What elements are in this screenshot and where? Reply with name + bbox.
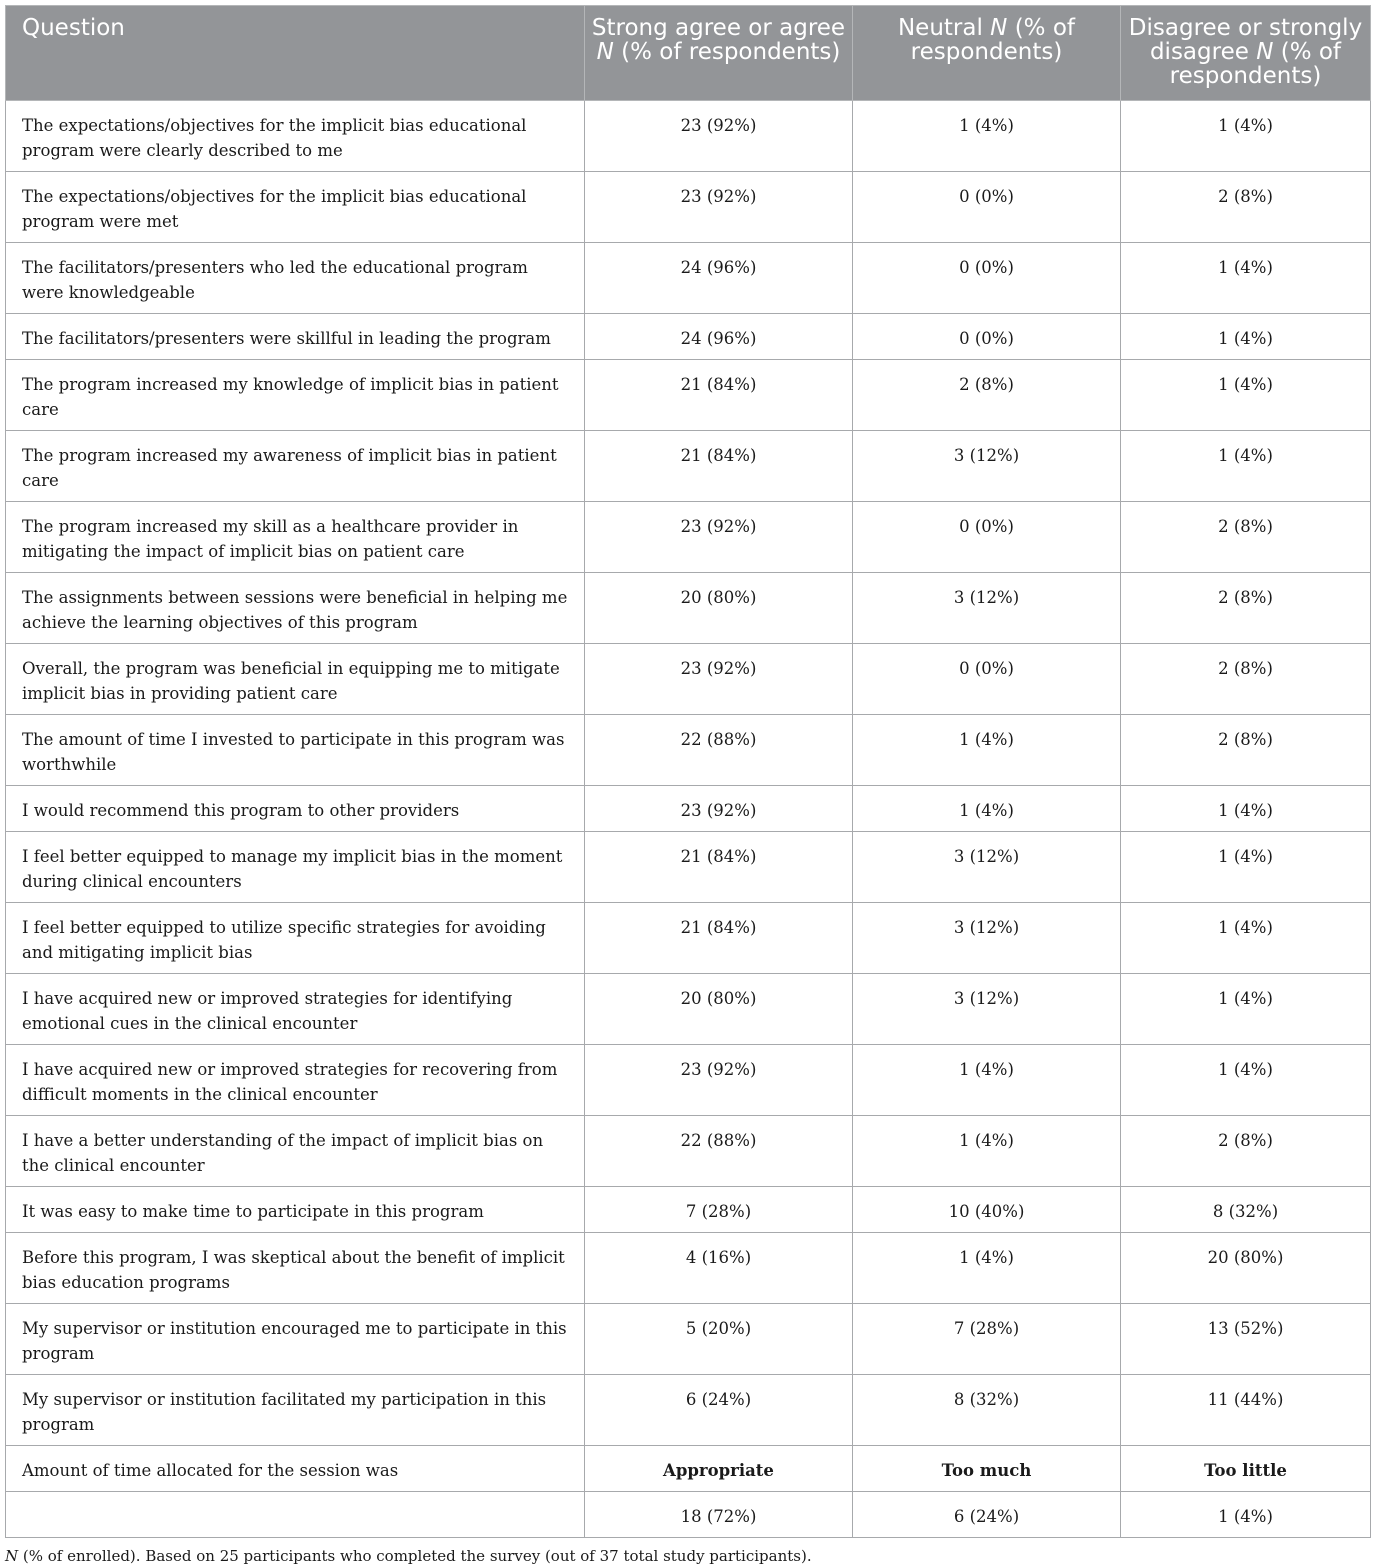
footnote-n-symbol: N xyxy=(5,1547,19,1565)
cell-question: I have acquired new or improved strategies for identifying emotional cues in the clinical encounter xyxy=(6,974,585,1045)
cell-question: The program increased my awareness of implicit bias in patient care xyxy=(6,431,585,502)
cell-disagree: 1 (4%) xyxy=(1121,1492,1371,1538)
table-row xyxy=(6,502,1371,573)
cell-agree: 23 (92%) xyxy=(585,786,853,832)
table-row xyxy=(6,1187,1371,1233)
cell-neutral: 8 (32%) xyxy=(853,1375,1121,1446)
cell-neutral: 3 (12%) xyxy=(853,974,1121,1045)
cell-neutral: 3 (12%) xyxy=(853,431,1121,502)
table-row xyxy=(6,1375,1371,1446)
table-footnote xyxy=(5,1546,1370,1566)
cell-question: Before this program, I was skeptical about the benefit of implicit bias education programs xyxy=(6,1233,585,1304)
cell-question: It was easy to make time to participate in this program xyxy=(6,1187,585,1233)
header-neutral: Neutral N (% of respondents) xyxy=(853,6,1121,101)
cell-disagree: 1 (4%) xyxy=(1121,243,1371,314)
cell-disagree: 1 (4%) xyxy=(1121,974,1371,1045)
cell-agree: 22 (88%) xyxy=(585,715,853,786)
cell-disagree: 13 (52%) xyxy=(1121,1304,1371,1375)
cell-disagree: 1 (4%) xyxy=(1121,786,1371,832)
cell-question: I feel better equipped to utilize specific strategies for avoiding and mitigating implicit bias xyxy=(6,903,585,974)
table-row xyxy=(6,832,1371,903)
cell-disagree: 1 (4%) xyxy=(1121,314,1371,360)
cell-disagree: 11 (44%) xyxy=(1121,1375,1371,1446)
cell-agree: 23 (92%) xyxy=(585,1045,853,1116)
cell-agree: 21 (84%) xyxy=(585,360,853,431)
cell-agree: 20 (80%) xyxy=(585,573,853,644)
cell-question: The facilitators/presenters who led the educational program were knowledgeable xyxy=(6,243,585,314)
cell-neutral: 0 (0%) xyxy=(853,314,1121,360)
table-row xyxy=(6,786,1371,832)
cell-disagree: 1 (4%) xyxy=(1121,1045,1371,1116)
cell-disagree: 20 (80%) xyxy=(1121,1233,1371,1304)
cell-agree: 24 (96%) xyxy=(585,314,853,360)
cell-agree: 7 (28%) xyxy=(585,1187,853,1233)
table-row xyxy=(6,360,1371,431)
table-row xyxy=(6,903,1371,974)
cell-question: My supervisor or institution encouraged me to participate in this program xyxy=(6,1304,585,1375)
cell-agree: 21 (84%) xyxy=(585,903,853,974)
cell-agree: 4 (16%) xyxy=(585,1233,853,1304)
cell-neutral: 1 (4%) xyxy=(853,101,1121,172)
table-row xyxy=(6,573,1371,644)
table-row xyxy=(6,172,1371,243)
cell-neutral: 2 (8%) xyxy=(853,360,1121,431)
cell-neutral: 7 (28%) xyxy=(853,1304,1121,1375)
cell-neutral: 1 (4%) xyxy=(853,786,1121,832)
cell-neutral: 1 (4%) xyxy=(853,715,1121,786)
cell-question: The program increased my skill as a healthcare provider in mitigating the impact of implicit bias on patient care xyxy=(6,502,585,573)
cell-disagree: 2 (8%) xyxy=(1121,715,1371,786)
cell-disagree: 8 (32%) xyxy=(1121,1187,1371,1233)
cell-agree: 23 (92%) xyxy=(585,502,853,573)
table-row xyxy=(6,1116,1371,1187)
cell-agree: 6 (24%) xyxy=(585,1375,853,1446)
footnote-text: (% of enrolled). Based on 25 participants who completed the survey (out of 37 total study participants). xyxy=(18,1547,812,1565)
table-container xyxy=(5,5,1370,1566)
cell-neutral: 0 (0%) xyxy=(853,502,1121,573)
cell-question: Overall, the program was beneficial in equipping me to mitigate implicit bias in providing patient care xyxy=(6,644,585,715)
table-row xyxy=(6,1492,1371,1538)
cell-question: Amount of time allocated for the session was xyxy=(6,1446,585,1492)
table-row xyxy=(6,715,1371,786)
table-row xyxy=(6,431,1371,502)
cell-question: The expectations/objectives for the implicit bias educational program were clearly described to me xyxy=(6,101,585,172)
cell-agree: 21 (84%) xyxy=(585,431,853,502)
cell-disagree: 2 (8%) xyxy=(1121,644,1371,715)
survey-results-table xyxy=(5,5,1371,1538)
cell-agree: 5 (20%) xyxy=(585,1304,853,1375)
table-body xyxy=(6,101,1371,1538)
cell-agree: Appropriate xyxy=(585,1446,853,1492)
header-agree: Strong agree or agree N (% of respondents) xyxy=(585,6,853,101)
header-disagree: Disagree or strongly disagree N (% of respondents) xyxy=(1121,6,1371,101)
cell-disagree: 1 (4%) xyxy=(1121,903,1371,974)
cell-disagree: 2 (8%) xyxy=(1121,573,1371,644)
cell-agree: 23 (92%) xyxy=(585,101,853,172)
cell-disagree: 1 (4%) xyxy=(1121,431,1371,502)
table-row xyxy=(6,1045,1371,1116)
cell-neutral: 1 (4%) xyxy=(853,1116,1121,1187)
table-row xyxy=(6,243,1371,314)
cell-question: The program increased my knowledge of implicit bias in patient care xyxy=(6,360,585,431)
cell-agree: 18 (72%) xyxy=(585,1492,853,1538)
table-row xyxy=(6,314,1371,360)
cell-disagree: 2 (8%) xyxy=(1121,502,1371,573)
cell-neutral: 3 (12%) xyxy=(853,903,1121,974)
cell-agree: 23 (92%) xyxy=(585,644,853,715)
cell-question: My supervisor or institution facilitated my participation in this program xyxy=(6,1375,585,1446)
cell-disagree: 1 (4%) xyxy=(1121,832,1371,903)
cell-disagree: Too little xyxy=(1121,1446,1371,1492)
cell-agree: 23 (92%) xyxy=(585,172,853,243)
cell-neutral: 0 (0%) xyxy=(853,644,1121,715)
cell-question: I have acquired new or improved strategies for recovering from difficult moments in the clinical encounter xyxy=(6,1045,585,1116)
cell-neutral: 1 (4%) xyxy=(853,1233,1121,1304)
cell-neutral: 6 (24%) xyxy=(853,1492,1121,1538)
cell-question: I feel better equipped to manage my implicit bias in the moment during clinical encounters xyxy=(6,832,585,903)
header-question: Question xyxy=(6,6,585,101)
table-header-row xyxy=(6,6,1371,101)
cell-question: The facilitators/presenters were skillful in leading the program xyxy=(6,314,585,360)
table-row xyxy=(6,1233,1371,1304)
cell-agree: 22 (88%) xyxy=(585,1116,853,1187)
cell-agree: 24 (96%) xyxy=(585,243,853,314)
cell-disagree: 2 (8%) xyxy=(1121,1116,1371,1187)
cell-disagree: 2 (8%) xyxy=(1121,172,1371,243)
cell-neutral: 3 (12%) xyxy=(853,573,1121,644)
cell-disagree: 1 (4%) xyxy=(1121,360,1371,431)
cell-neutral: 3 (12%) xyxy=(853,832,1121,903)
cell-agree: 21 (84%) xyxy=(585,832,853,903)
cell-neutral: 0 (0%) xyxy=(853,243,1121,314)
table-row xyxy=(6,644,1371,715)
cell-neutral: 0 (0%) xyxy=(853,172,1121,243)
cell-neutral: 10 (40%) xyxy=(853,1187,1121,1233)
cell-agree: 20 (80%) xyxy=(585,974,853,1045)
table-row xyxy=(6,1304,1371,1375)
cell-question: The assignments between sessions were beneficial in helping me achieve the learning objectives of this program xyxy=(6,573,585,644)
table-row xyxy=(6,101,1371,172)
cell-neutral: Too much xyxy=(853,1446,1121,1492)
table-row xyxy=(6,1446,1371,1492)
cell-disagree: 1 (4%) xyxy=(1121,101,1371,172)
cell-question: I have a better understanding of the impact of implicit bias on the clinical encounter xyxy=(6,1116,585,1187)
table-row xyxy=(6,974,1371,1045)
cell-question: The amount of time I invested to participate in this program was worthwhile xyxy=(6,715,585,786)
cell-neutral: 1 (4%) xyxy=(853,1045,1121,1116)
cell-question: The expectations/objectives for the implicit bias educational program were met xyxy=(6,172,585,243)
cell-question xyxy=(6,1492,585,1538)
cell-question: I would recommend this program to other providers xyxy=(6,786,585,832)
